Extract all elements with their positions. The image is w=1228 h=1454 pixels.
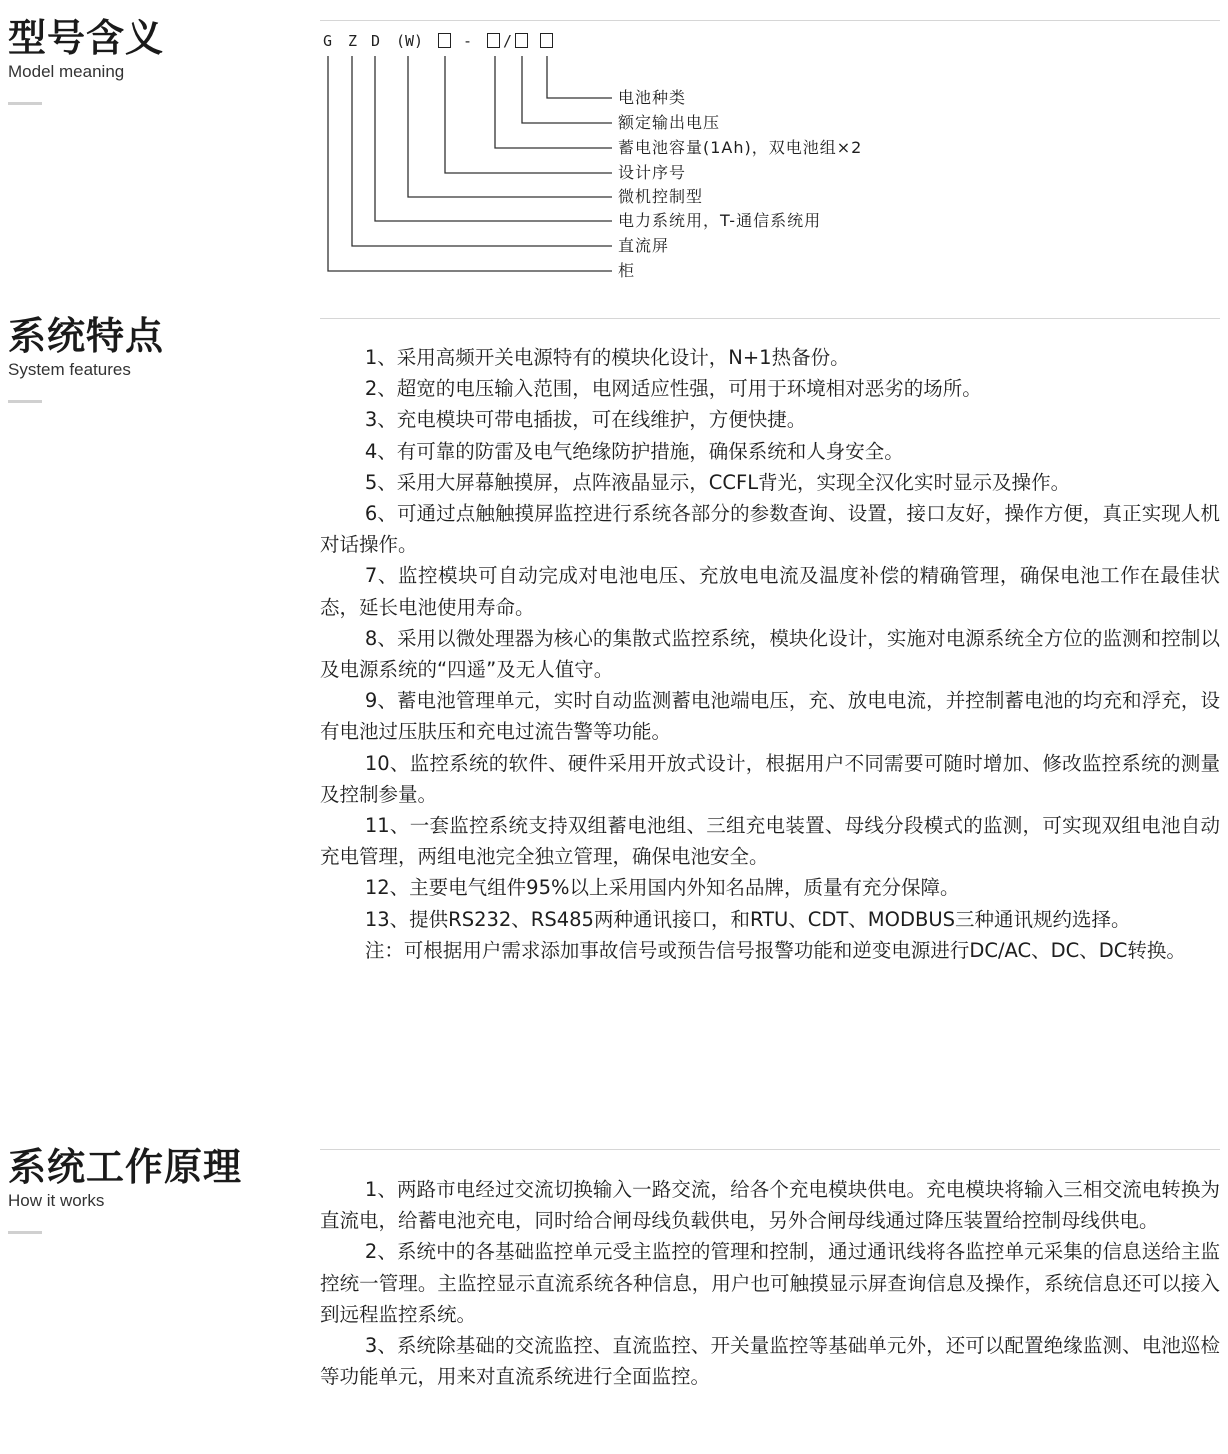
section-title: 系统工作原理 bbox=[8, 1145, 243, 1189]
section-subtitle: Model meaning bbox=[8, 62, 125, 81]
list-item: 10、监控系统的软件、硬件采用开放式设计，根据用户不同需要可随时增加、修改监控系统的测量及控制参量。 bbox=[320, 751, 1220, 806]
code-g: G bbox=[323, 32, 333, 50]
list-item: 12、主要电气组件95%以上采用国内外知名品牌，质量有充分保障。 bbox=[364, 876, 960, 900]
label-cabinet: 柜 bbox=[618, 261, 636, 280]
list-item: 3、充电模块可带电插拔，可在线维护，方便快捷。 bbox=[364, 408, 807, 432]
list-item: 4、有可靠的防雷及电气绝缘防护措施，确保系统和人身安全。 bbox=[364, 439, 904, 463]
label-capacity: 蓄电池容量(1Ah)，双电池组×2 bbox=[618, 138, 863, 157]
list-item: 9、蓄电池管理单元，实时自动监测蓄电池端电压，充、放电电流，并控制蓄电池的均充和浮充，设有电池过压肤压和充电过流告警等功能。 bbox=[320, 689, 1220, 744]
label-battery-type: 电池种类 bbox=[618, 88, 687, 107]
label-microcomputer: 微机控制型 bbox=[618, 187, 704, 206]
features-list bbox=[320, 342, 1220, 966]
diagram-lines bbox=[0, 0, 1228, 300]
list-item: 5、采用大屏幕触摸屏，点阵液晶显示，CCFL背光，实现全汉化实时显示及操作。 bbox=[364, 470, 1071, 494]
label-power-system: 电力系统用，T-通信系统用 bbox=[618, 211, 822, 230]
section-how-it-works-header bbox=[8, 1145, 242, 1234]
label-design-no: 设计序号 bbox=[618, 163, 687, 182]
list-item: 7、监控模块可自动完成对电池电压、充放电电流及温度补偿的精确管理，确保电池工作在最佳状态，延长电池使用寿命。 bbox=[320, 564, 1220, 619]
code-z: Z bbox=[348, 32, 358, 50]
label-dc-panel: 直流屏 bbox=[618, 236, 670, 255]
section-rule bbox=[320, 318, 1220, 319]
section-rule bbox=[320, 1149, 1220, 1150]
list-item: 1、采用高频开关电源特有的模块化设计，N+1热备份。 bbox=[364, 346, 850, 369]
line-battery-type bbox=[547, 56, 612, 98]
how-it-works-list bbox=[320, 1174, 1220, 1392]
list-item: 8、采用以微处理器为核心的集散式监控系统，模块化设计，实施对电源系统全方位的监测和控制以及电源系统的“四遥”及无人值守。 bbox=[320, 626, 1220, 682]
section-divider bbox=[8, 400, 42, 403]
line-cabinet bbox=[328, 56, 612, 271]
section-title: 型号含义 bbox=[8, 16, 165, 60]
line-capacity bbox=[495, 56, 612, 148]
code-w: (W) bbox=[396, 32, 424, 50]
line-power-system bbox=[375, 56, 612, 221]
list-item: 3、系统除基础的交流监控、直流监控、开关量监控等基础单元外，还可以配置绝缘监测、电池巡检等功能单元，用来对直流系统进行全面监控。 bbox=[320, 1334, 1220, 1389]
section-subtitle: How it works bbox=[8, 1191, 105, 1210]
line-microcomputer bbox=[408, 56, 612, 197]
code-dash: - bbox=[463, 32, 473, 50]
section-title: 系统特点 bbox=[8, 314, 165, 358]
code-slash: / bbox=[503, 32, 513, 50]
list-item: 11、一套监控系统支持双组蓄电池组、三组充电装置、母线分段模式的监测，可实现双组电池自动充电管理，两组电池完全独立管理，确保电池安全。 bbox=[320, 814, 1220, 869]
note-item: 注：可根据用户需求添加事故信号或预告信号报警功能和逆变电源进行DC/AC、DC、DC转换。 bbox=[364, 938, 1186, 962]
code-d: D bbox=[371, 32, 381, 50]
line-rated-voltage bbox=[522, 56, 612, 123]
list-item: 6、可通过点触触摸屏监控进行系统各部分的参数查询、设置，接口友好，操作方便，真正实现人机对话操作。 bbox=[320, 502, 1220, 557]
section-divider bbox=[8, 1231, 42, 1234]
section-system-features-header bbox=[8, 314, 164, 403]
line-dc-panel bbox=[352, 56, 612, 246]
list-item: 13、提供RS232、RS485两种通讯接口，和RTU、CDT、MODBUS三种通讯规约选择。 bbox=[364, 907, 1131, 931]
list-item: 2、系统中的各基础监控单元受主监控的管理和控制，通过通讯线将各监控单元采集的信息送给主监控统一管理。主监控显示直流系统各种信息，用户也可触摸显示屏查询信息及操作，系统信息还可以接入到远程监控系统。 bbox=[320, 1240, 1220, 1326]
list-item: 2、超宽的电压输入范围，电网适应性强，可用于环境相对恶劣的场所。 bbox=[364, 377, 982, 401]
label-rated-voltage: 额定输出电压 bbox=[618, 113, 721, 132]
section-subtitle: System features bbox=[8, 360, 131, 379]
line-design-no bbox=[445, 56, 612, 173]
list-item: 1、两路市电经过交流切换输入一路交流，给各个充电模块供电。充电模块将输入三相交流电转换为直流电，给蓄电池充电，同时给合闸母线负载供电，另外合闸母线通过降压装置给控制母线供电。 bbox=[320, 1178, 1220, 1233]
